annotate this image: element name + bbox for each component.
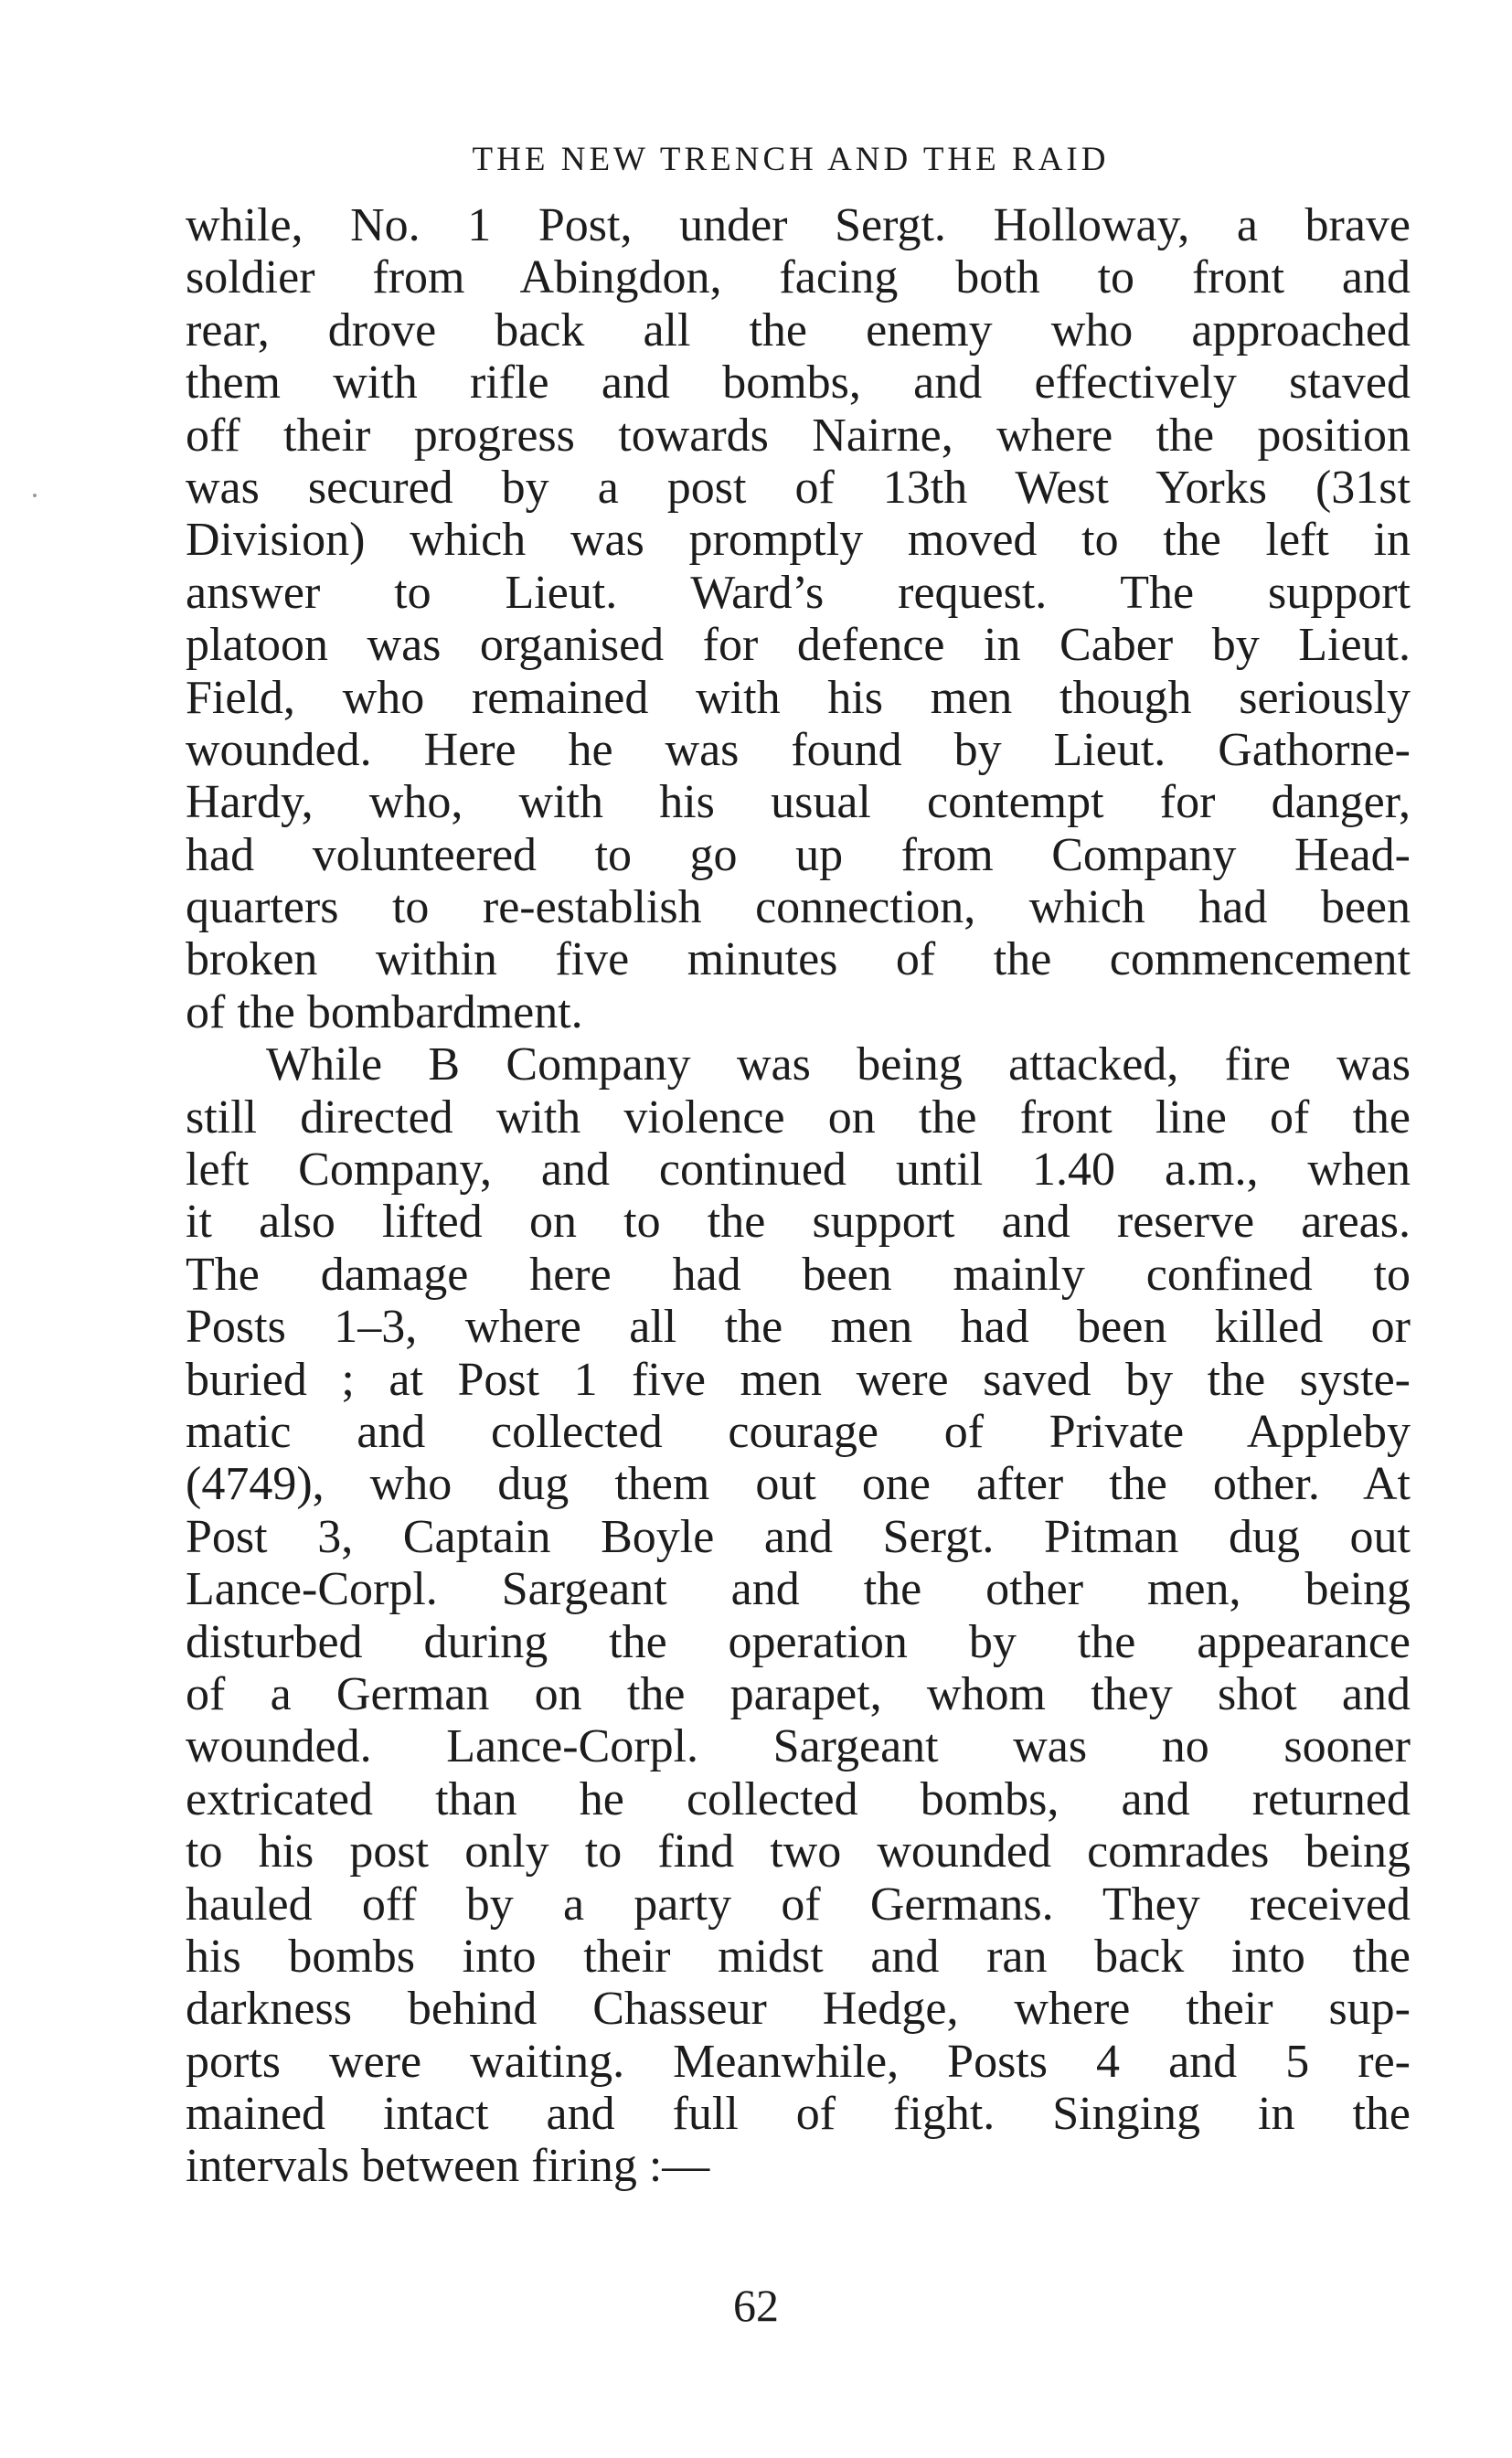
text-line: it also lifted on to the support and reserve areas. [186, 1196, 1411, 1249]
text-line: matic and collected courage of Private Appleby [186, 1405, 1411, 1458]
text-line: (4749), who dug them out one after the other. At [186, 1458, 1411, 1511]
text-line: ports were waiting. Meanwhile, Posts 4 and 5 re- [186, 2035, 1411, 2088]
text-line: disturbed during the operation by the appearance [186, 1615, 1411, 1668]
text-line: still directed with violence on the front line of the [186, 1091, 1411, 1144]
text-line: Field, who remained with his men though seriously [186, 671, 1411, 724]
text-line: while, No. 1 Post, under Sergt. Holloway, a brave [186, 199, 1411, 251]
page-number: 62 [733, 2280, 779, 2331]
text-line: mained intact and full of fight. Singing in the [186, 2088, 1411, 2141]
text-line: his bombs into their midst and ran back into the [186, 1930, 1411, 1983]
text-line: of the bombardment. [186, 985, 583, 1038]
text-line: was secured by a post of 13th West Yorks (31st [186, 461, 1411, 514]
body-text [186, 199, 1411, 2193]
text-line: wounded. Lance-Corpl. Sargeant was no sooner [186, 1720, 1411, 1773]
text-line: The damage here had been mainly confined to [186, 1248, 1411, 1301]
text-line: off their progress towards Nairne, where the position [186, 409, 1411, 462]
text-line: intervals between firing :— [186, 2140, 710, 2193]
text-line: had volunteered to go up from Company Head- [186, 828, 1411, 881]
text-line: Division) which was promptly moved to the left in [186, 514, 1411, 567]
text-line: Hardy, who, with his usual contempt for danger, [186, 776, 1411, 829]
text-line: Lance-Corpl. Sargeant and the other men, being [186, 1563, 1411, 1616]
text-line: Posts 1–3, where all the men had been killed or [186, 1301, 1411, 1354]
text-line: left Company, and continued until 1.40 a.m., when [186, 1144, 1411, 1197]
text-line: hauled off by a party of Germans. They received [186, 1878, 1411, 1931]
text-line: platoon was organised for defence in Caber by Lieut. [186, 619, 1411, 672]
text-line: While B Company was being attacked, fire was [266, 1038, 1411, 1091]
paper-speck [33, 494, 37, 497]
text-line: of a German on the parapet, whom they shot and [186, 1667, 1411, 1720]
text-line: to his post only to find two wounded comrades being [186, 1825, 1411, 1878]
text-line: quarters to re-establish connection, which had been [186, 881, 1411, 934]
text-line: extricated than he collected bombs, and returned [186, 1772, 1411, 1825]
text-line: broken within five minutes of the commencement [186, 933, 1411, 986]
text-line: them with rifle and bombs, and effectively staved [186, 356, 1411, 410]
text-line: answer to Lieut. Ward’s request. The support [186, 566, 1411, 619]
text-line: rear, drove back all the enemy who approached [186, 303, 1411, 356]
text-line: darkness behind Chasseur Hedge, where their sup- [186, 1983, 1411, 2036]
text-line: soldier from Abingdon, facing both to front and [186, 251, 1411, 304]
text-line: Post 3, Captain Boyle and Sergt. Pitman dug out [186, 1510, 1411, 1563]
text-line: wounded. Here he was found by Lieut. Gathorne- [186, 723, 1411, 776]
running-head: THE NEW TRENCH AND THE RAID [472, 141, 1110, 178]
text-line: buried ; at Post 1 five men were saved by the syste- [186, 1353, 1411, 1406]
